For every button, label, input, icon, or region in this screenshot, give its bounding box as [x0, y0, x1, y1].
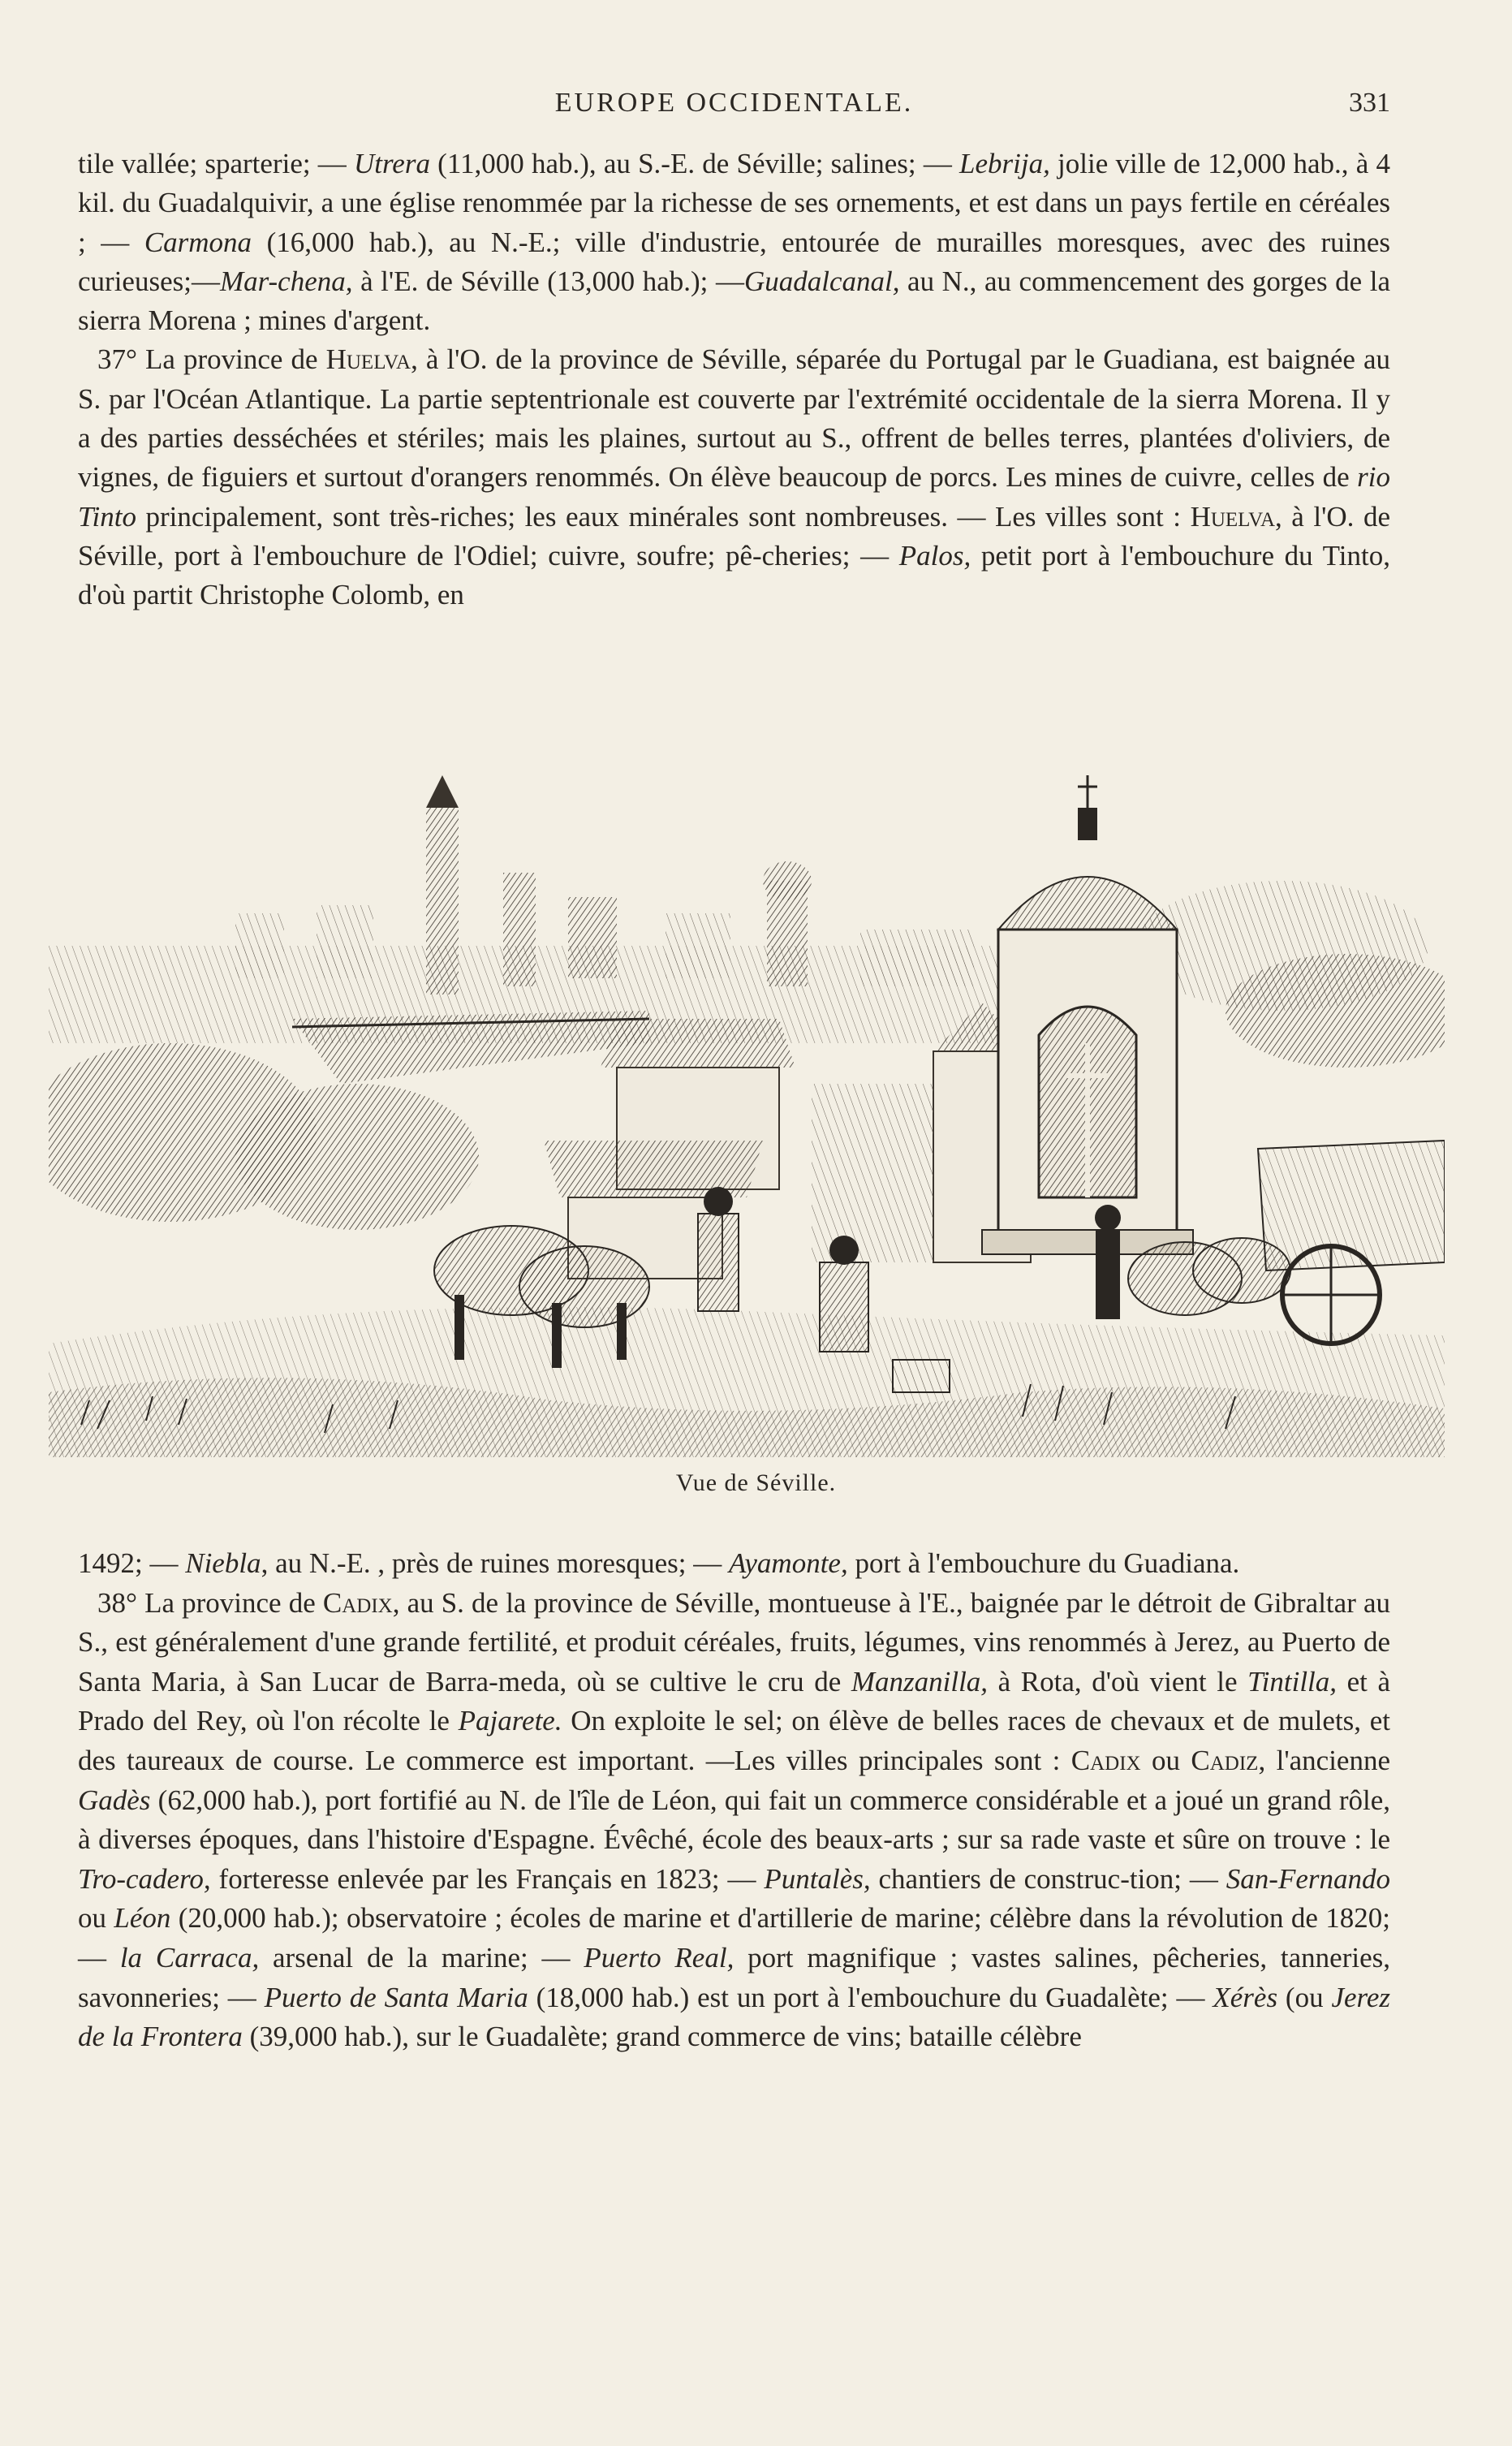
place-trocadero: Tro-cadero,: [78, 1862, 211, 1895]
place-san-fernando: San-Fernando: [1226, 1862, 1390, 1895]
place-lebrija: Lebrija,: [959, 148, 1050, 179]
place-guadalcanal: Guadalcanal,: [743, 265, 900, 297]
province-cadix: Cadix: [322, 1586, 393, 1619]
place-puntales: Puntalès,: [764, 1862, 871, 1895]
city-huelva: Huelva: [1190, 500, 1276, 533]
place-niebla: Niebla: [185, 1547, 261, 1579]
place-marchena: Mar-chena,: [219, 265, 353, 297]
city-cadiz: Cadiz: [1191, 1744, 1259, 1776]
domed-shrine: [982, 775, 1193, 1254]
place-carmona: Carmona: [144, 226, 252, 258]
place-la-carraca: la Carraca,: [119, 1941, 260, 1974]
place-de-la-frontera: de la Frontera: [78, 2021, 243, 2053]
place-utrera: Utrera: [353, 148, 430, 179]
place-palos: Palos,: [898, 539, 971, 572]
wine-tintilla: Tintilla,: [1247, 1665, 1338, 1698]
running-head: EUROPE OCCIDENTALE.: [554, 88, 914, 118]
place-ayamonte: Ayamonte,: [728, 1547, 848, 1579]
paragraph-cadix: 38° La province de Cadix, au S. de la province de Séville, montueuse à l'E., baignée par le détroit de Gibraltar au S., est généralement d'une grande fertilité, et produit céréales, fruits, légumes, vins renommés à Jerez, au Puerto de Santa Maria, à San Lucar de Barra-meda, où se cultive le cru de Manzanilla, à Rota, d'où vient le Tintilla, et à Prado del Rey, où l'on récolte le Pajarete. On exploite le sel; on élève de belles races de chevaux et de mulets, et des taureaux de course. Le commerce est important. —Les villes principales sont : Cadix ou Cadiz, l'ancienne Gadès (62,000 hab.), port fortifié au N. de l'île de Léon, qui fait un commerce considérable et a joué un grand rôle, à diverses époques, dans l'histoire d'Espagne. Évêché, école des beaux-arts ; sur sa rade vaste et sûre on trouve : le Tro-cadero, forteresse enlevée par les Français en 1823; — Puntalès, chantiers de construc-tion; — San-Fernando ou Léon (20,000 hab.); observatoire ; écoles de marine et d'artillerie de marine; célèbre dans la révolution de 1820; — la Carraca, arsenal de la marine; — Puerto Real, port magnifique ; vastes salines, pêcheries, tanneries, savonneries; — Puerto de Santa Maria (18,000 hab.) est un port à l'embouchure du Guadalète; — Xérès (ou Jerez de la Frontera (39,000 hab.), sur le Guadalète; grand commerce de vins; bataille célèbre: [78, 1586, 1391, 2053]
wine-pajarete: Pajarete.: [458, 1705, 562, 1737]
place-puerto-de-santa-maria: Puerto de Santa Maria: [264, 1981, 528, 2013]
page-number: 331: [1349, 88, 1390, 118]
houses: [544, 1003, 1031, 1279]
city-cadix: Cadix: [1070, 1744, 1141, 1776]
place-puerto-real: Puerto Real,: [584, 1941, 734, 1974]
city-skyline: [49, 775, 1071, 1043]
page-header: [78, 88, 1390, 128]
paragraph-seville-towns: tile vallée; sparterie; — Utrera (11,000 hab.), au S.-E. de Séville; salines; — Lebrija, jolie ville de 12,000 hab., à 4 kil. du Guadalquivir, a une église renommée par la richesse de ses ornements, et est dans un pays fertile en céréales ; — Carmona (16,000 hab.), au N.-E.; ville d'industrie, entourée de murailles moresques, avec des ruines curieuses;—Mar-chena, à l'E. de Séville (13,000 hab.); —Guadalcanal, au N., au commencement des gorges de la sierra Morena ; mines d'argent.: [78, 148, 1390, 337]
foreground-ground: [49, 1307, 1445, 1457]
engraving-view-of-seville: [49, 775, 1445, 1457]
place-rio-tinto: rio Tinto: [78, 461, 1390, 533]
figure-caption: Vue de Séville.: [675, 1469, 837, 1496]
paragraph-huelva: 37° La province de Huelva, à l'O. de la province de Séville, séparée du Portugal par le Guadiana, est baignée au S. par l'Océan Atlantique. La partie septentrionale est couverte par l'extrémité occidentale de la sierra Morena. Il y a des parties desséchées et stériles; mais les plaines, surtout au S., offrent de belles terres, plantées d'oliviers, de vignes, de figuiers et surtout d'orangers renommés. On élève beaucoup de porcs. Les mines de cuivre, celles de rio Tinto principalement, sont très-riches; les eaux minérales sont nombreuses. — Les villes sont : Huelva, à l'O. de Séville, port à l'embouchure de l'Odiel; cuivre, soufre; pê-cheries; — Palos, petit port à l'embouchure du Tinto, d'où partit Christophe Colomb, en: [78, 343, 1390, 611]
aqueduct: [292, 1011, 649, 1084]
place-leon: Léon: [114, 1902, 171, 1935]
seville-engraving-illustration: [49, 775, 1445, 1457]
place-gades: Gadès: [78, 1784, 151, 1816]
wine-manzanilla: Manzanilla,: [851, 1665, 989, 1698]
place-jerez: Jerez: [1331, 1981, 1390, 2013]
place-xeres: Xérès: [1213, 1981, 1278, 2013]
text-block-bottom: [78, 1544, 1390, 2057]
text-block-top: [78, 145, 1390, 615]
province-huelva: Huelva: [325, 343, 411, 376]
paragraph-huelva-continued: 1492; — Niebla, au N.-E. , près de ruines moresques; — Ayamonte, port à l'embouchure du Guadiana.: [78, 1547, 1240, 1579]
